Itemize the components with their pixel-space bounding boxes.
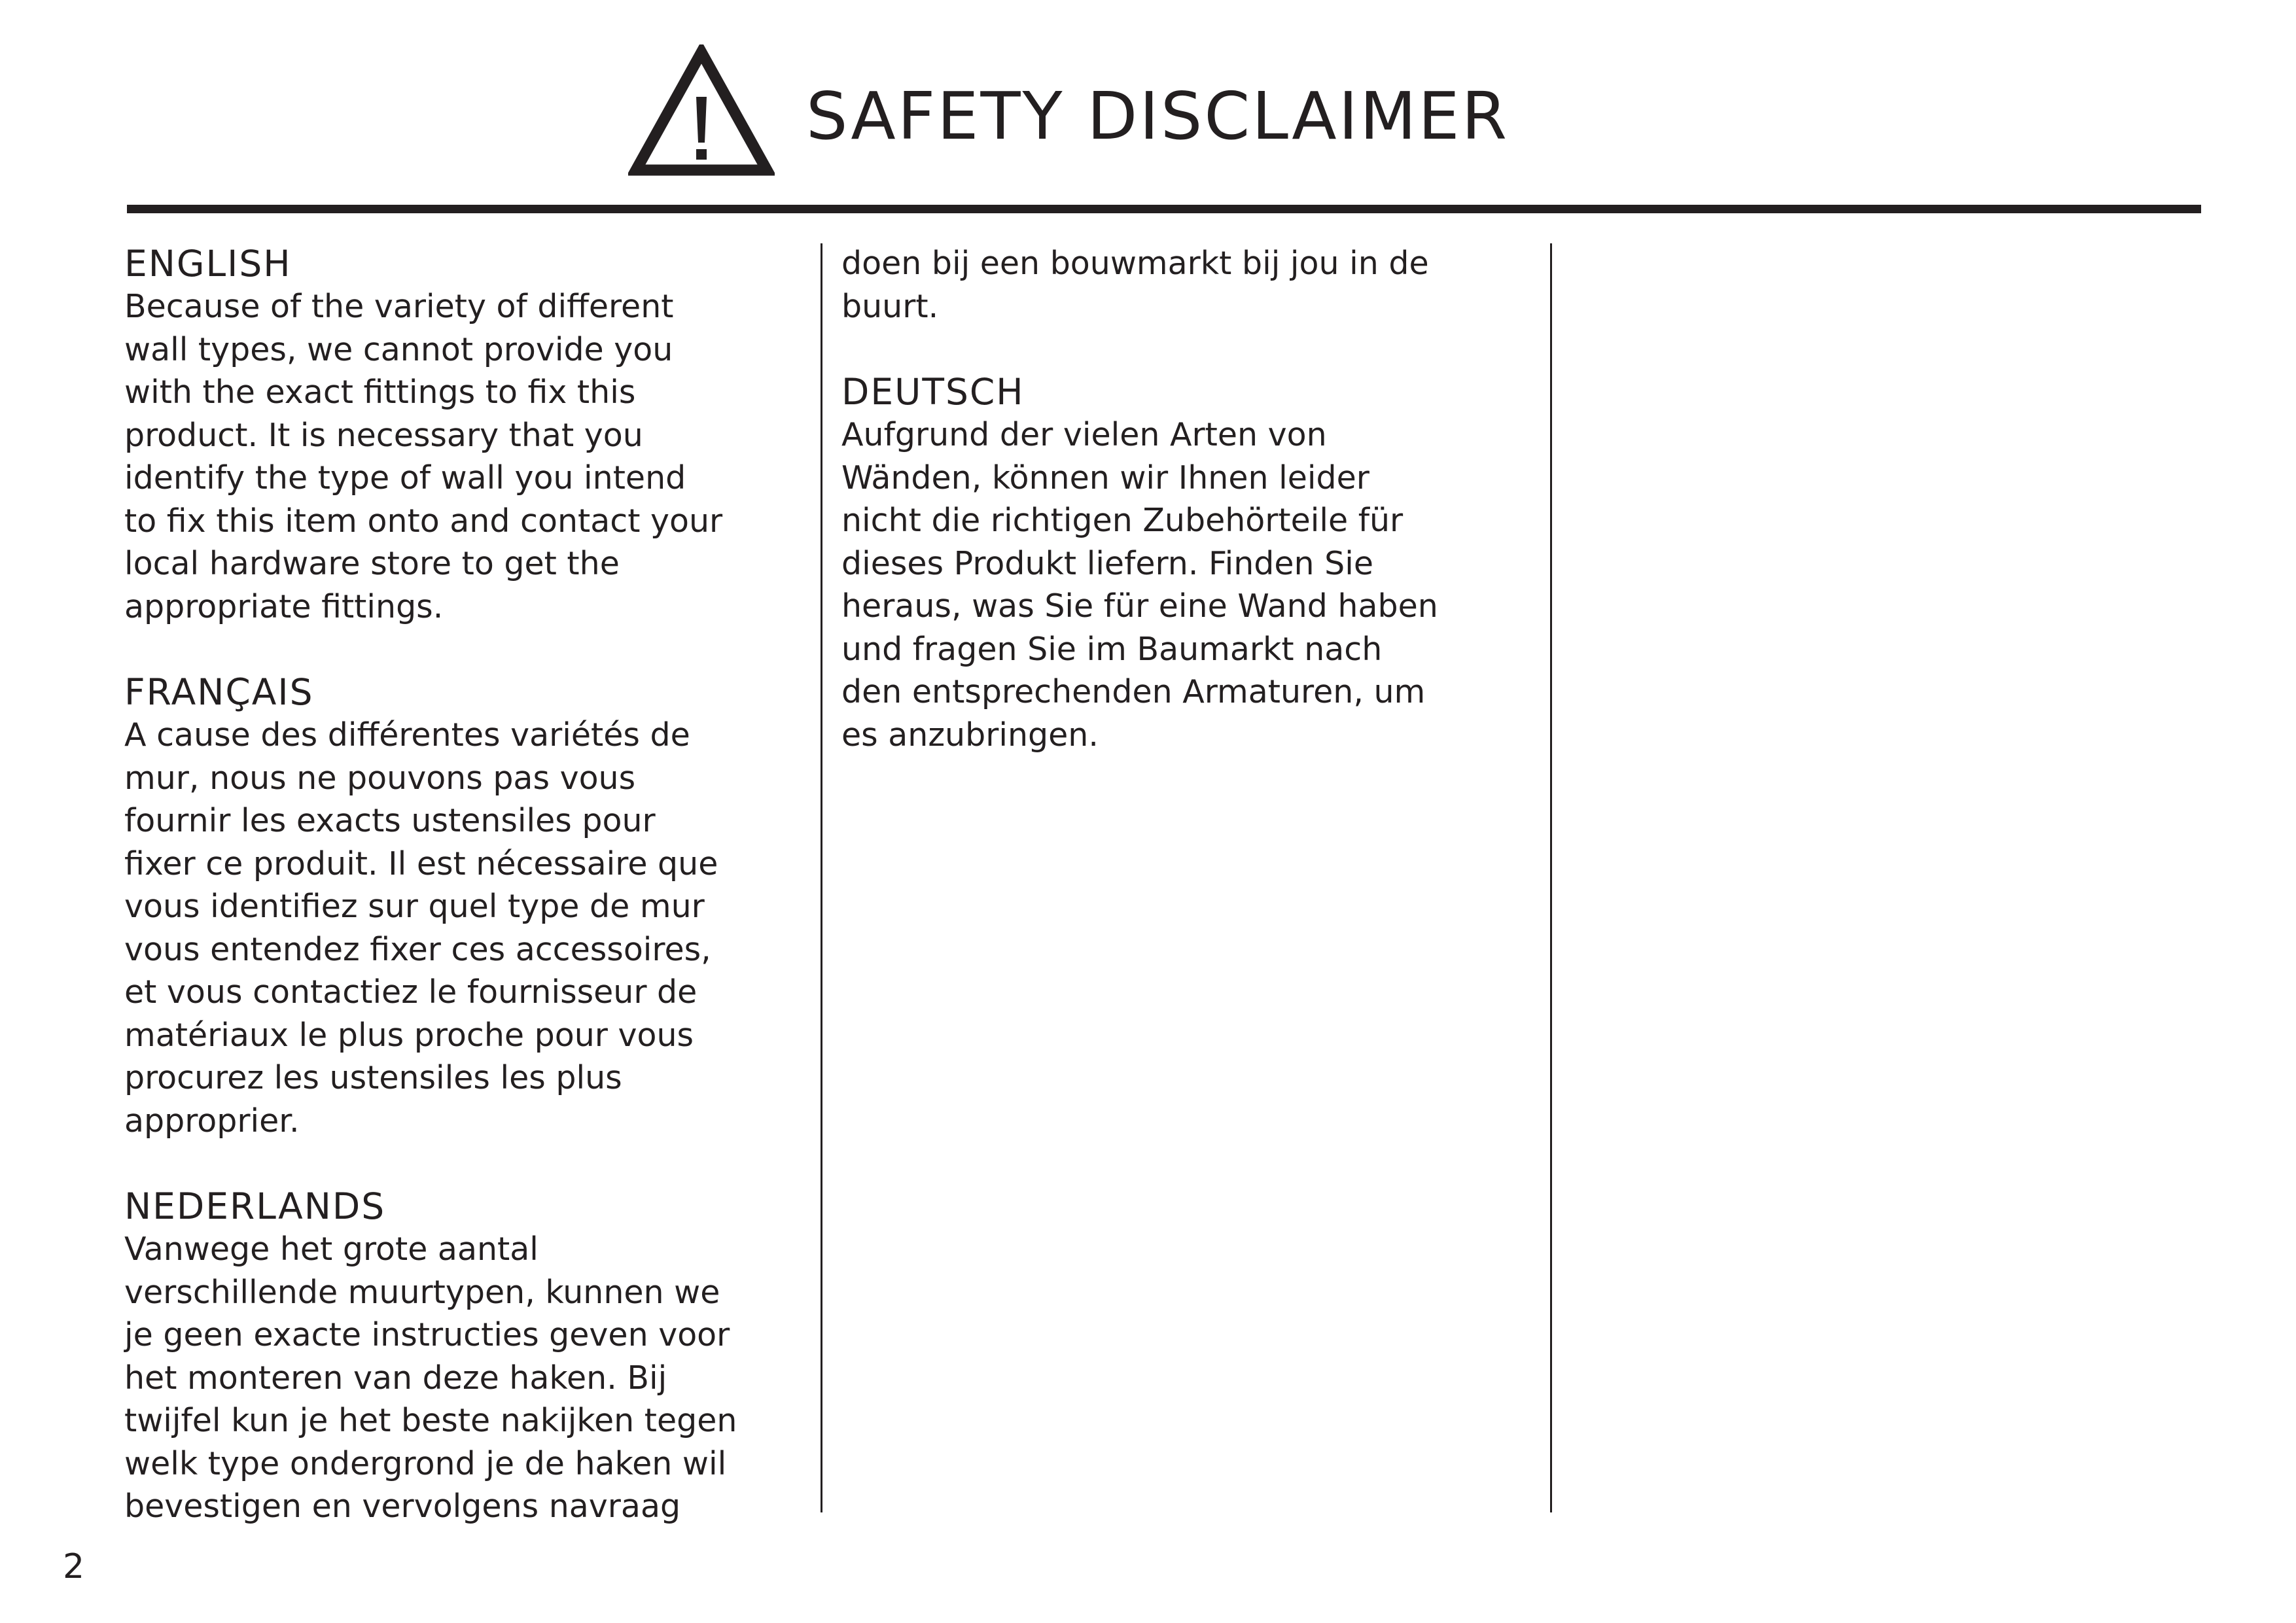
section-body-english: Because of the variety of different wall types, we cannot provide you with the exact fittings to fix this product. It is necessary that you identify the type of wall you intend to fix this item onto and contact your local hardware store to get the appropriate fittings. <box>124 288 723 625</box>
warning-triangle-icon <box>628 44 775 178</box>
column-divider <box>1550 243 1552 1512</box>
section-deutsch <box>841 370 1535 756</box>
section-heading-english: ENGLISH <box>124 243 292 285</box>
section-heading-nederlands: NEDERLANDS <box>124 1185 386 1227</box>
column-middle <box>841 242 1535 1518</box>
section-francais <box>124 671 818 1142</box>
section-nederlands <box>124 1185 818 1528</box>
section-heading-deutsch: DEUTSCH <box>841 371 1025 413</box>
section-body-nederlands-continued: doen bij een bouwmarkt bij jou in de buurt. <box>841 245 1429 325</box>
section-nederlands-continued <box>841 242 1535 328</box>
page-number: 2 <box>63 1547 85 1586</box>
section-body-deutsch: Aufgrund der vielen Arten von Wänden, können wir Ihnen leider nicht die richtigen Zubehörteile für dieses Produkt liefern. Finden Sie heraus, was Sie für eine Wand haben und fragen Sie im Baumarkt nach den entsprechenden Armaturen, um es anzubringen. <box>841 416 1438 754</box>
section-english <box>124 242 818 628</box>
page-title: SAFETY DISCLAIMER <box>806 78 1510 154</box>
page-header <box>0 0 2296 216</box>
section-heading-francais: FRANÇAIS <box>124 671 314 713</box>
header-rule <box>127 205 2201 213</box>
section-body-nederlands: Vanwege het grote aantal verschillende muurtypen, kunnen we je geen exacte instructies geven voor het monteren van deze haken. Bij twijfel kun je het beste nakijken tegen welk type ondergrond je de haken wil bevestigen en vervolgens navraag <box>124 1230 737 1525</box>
column-divider <box>821 243 822 1512</box>
section-body-francais: A cause des différentes variétés de mur, nous ne pouvons pas vous fournir les exacts ustensiles pour fixer ce produit. Il est nécessaire que vous identifiez sur quel type de mur vous entendez fixer ces accessoires, et vous contactiez le fournisseur de matériaux le plus proche pour vous procurez les ustensiles les plus approprier. <box>124 716 718 1140</box>
column-left <box>124 242 818 1525</box>
